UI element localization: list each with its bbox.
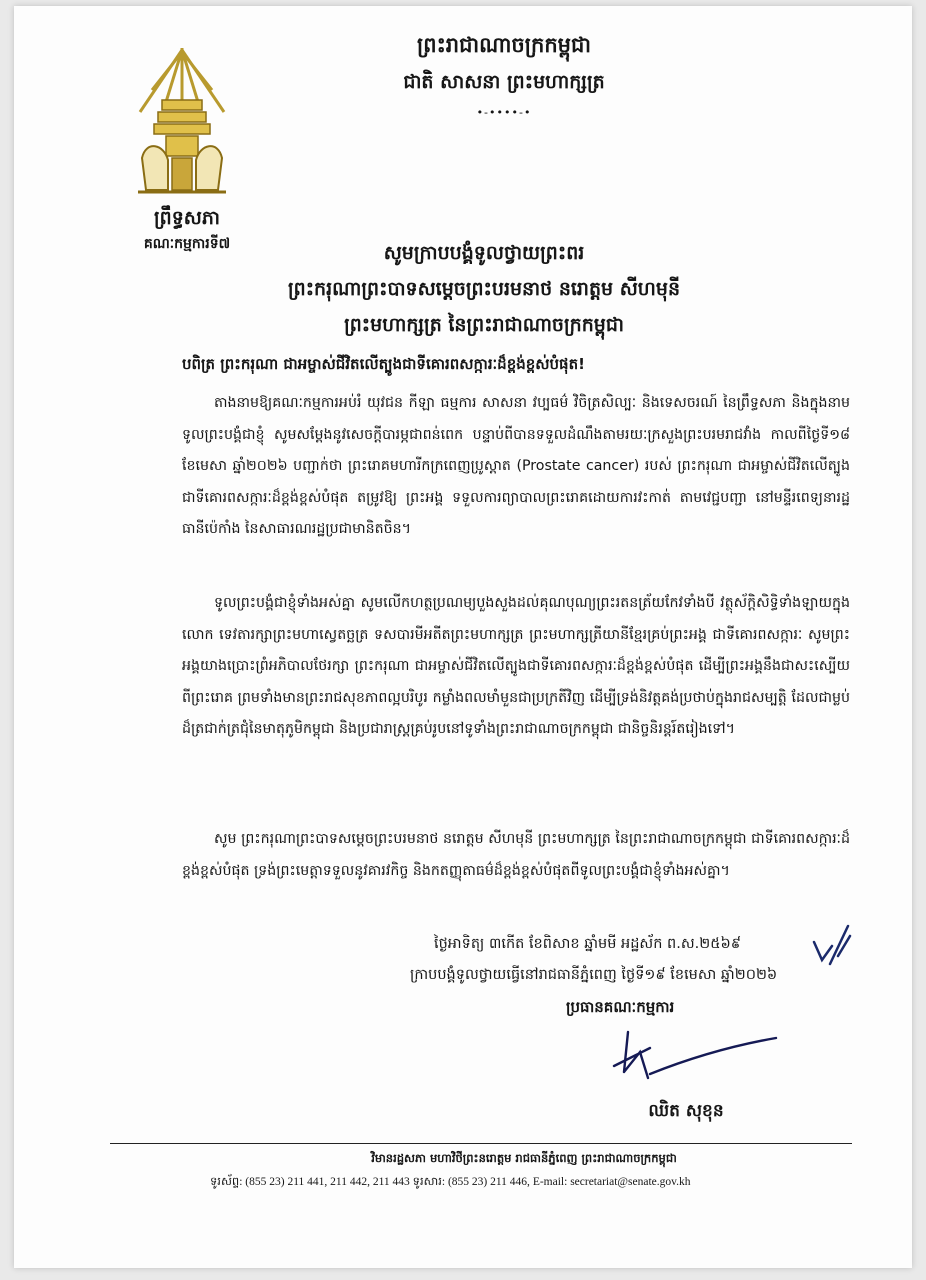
letter-page [14, 6, 912, 1268]
signer-name: ឈិត សុខុន [648, 1101, 724, 1121]
fax-number: (855 23) 211 446, [447, 1176, 530, 1188]
body-paragraph-3: សូម ព្រះករុណាព្រះបាទសម្តេចព្រះបរមនាថ នរោត្តម សីហមុនី ព្រះមហាក្សត្រ នៃព្រះរាជាណាចក្រកម្ពុជា ជាទីគោរពសក្ការៈដ៏ខ្ពង់ខ្ពស់បំផុត ទ្រង់ព្រះមេត្តាទទួលនូវគារវកិច្ច និងកតញ្ញុតាធម៌ដ៏ខ្ពង់ខ្ពស់បំផុតពីទូលព្រះបង្គំជាខ្ញុំទាំងអស់គ្នា។ [182, 831, 850, 879]
subject-line-1: សូមក្រាបបង្គំទូលថ្វាយព្រះពរ [383, 242, 585, 264]
royal-emblem-icon [132, 40, 232, 198]
institution-name: ព្រឹទ្ធសភា [154, 207, 220, 229]
handwritten-initial-icon [808, 920, 854, 976]
national-motto: ជាតិ សាសនា ព្រះមហាក្សត្រ [403, 71, 605, 93]
body-paragraph-2: ទូលព្រះបង្គំជាខ្ញុំទាំងអស់គ្នា សូមលើកហត្ថប្រណម្យបួងសួងដល់គុណបុណ្យព្រះរតនត្រ័យកែវទាំងបី វត្ថុស័ក្តិសិទ្ធិទាំងឡាយក្នុងលោក ទេវតារក្សាព្រះមហាស្វេតច្ឆត្រ ទសបារមីអតីតព្រះមហាក្សត្រ ព្រះមហាក្សត្រីយានីខ្មែរគ្រប់ព្រះអង្គ ជាទីគោរពសក្ការៈ សូមព្រះអង្គយាងប្រោះព្រំអភិបាលថែរក្សា ព្រះករុណា ជាអម្ចាស់ជីវិតលើត្បូងជាទីគោរពសក្ការៈដ៏ខ្ពង់ខ្ពស់បំផុត ដើម្បីព្រះអង្គនឹងជាសះស្បើយពីព្រះរោគ ព្រមទាំងមានព្រះរាជសុខភាពល្អបរិបូរ កម្លាំងពលមាំមួនជាប្រក្រតីវិញ ដើម្បីទ្រង់និវត្តគង់ប្រថាប់ក្នុងរាជសម្បត្តិ ដែលជាម្លប់ដ៏ត្រជាក់ត្រជុំនៃមាតុភូមិកម្ពុជា និងប្រជារាស្ត្រគ្រប់រូបនៅទូទាំងព្រះរាជាណាចក្រកម្ពុជា ជានិច្ចនិរន្តរ៍តរៀងទៅ។ [182, 595, 850, 737]
email-label: E-mail: [532, 1176, 568, 1188]
footer-divider [110, 1143, 852, 1144]
place-and-date: ក្រាបបង្គំទូលថ្វាយធ្វើនៅរាជធានីភ្នំពេញ ថ្ងៃទី១៩ ខែមេសា ឆ្នាំ២០២៦ [410, 967, 778, 983]
body-paragraph-1: តាងនាមឱ្យគណៈកម្មការអប់រំ យុវជន កីឡា ធម្មការ សាសនា វប្បធម៌ វិចិត្រសិល្បៈ និងទេសចរណ៍ នៃព្រឹទ្ធសភា និងក្នុងនាមទូលព្រះបង្គំជាខ្ញុំ សូមសម្តែងនូវសេចក្តីបារម្ភជាពន់ពេក បន្ទាប់ពីបានទទួលដំណឹងតាមរយៈក្រសួងព្រះបរមរាជវាំង កាលពីថ្ងៃទី១៨ ខែមេសា ឆ្នាំ២០២៦ បញ្ជាក់ថា ព្រះរោគមហារីកក្រពេញប្រូស្តាត (Prostate cancer) របស់ ព្រះករុណា ជាអម្ចាស់ជីវិតលើត្បូង ជាទីគោរពសក្ការៈដ៏ខ្ពង់ខ្ពស់បំផុត តម្រូវឱ្យ ព្រះអង្គ ទទួលការព្យាបាលព្រះរោគដោយការវះកាត់ តាមវេជ្ជបញ្ជា នៅមន្ទីរពេទ្យនារដ្ឋធានីប៉េកាំង នៃសាធារណរដ្ឋប្រជាមានិតចិន។ [182, 395, 850, 537]
subject-line-2: ព្រះករុណាព្រះបាទសម្តេចព្រះបរមនាថ នរោត្តម សីហមុនី [287, 278, 681, 300]
lunar-date: ថ្ងៃអាទិត្យ ៣កើត ខែពិសាខ ឆ្នាំមមី អដ្ឋស័ក ព.ស.២៥៦៩ [434, 936, 742, 952]
phone-numbers: (855 23) 211 441, 211 442, 211 443 [245, 1176, 410, 1188]
phone-label: ទូរស័ព្ទ: [210, 1176, 243, 1188]
subject-line-3: ព្រះមហាក្សត្រ នៃព្រះរាជាណាចក្រកម្ពុជា [344, 314, 624, 336]
footer-contact [210, 1174, 850, 1191]
commission-name: គណៈកម្មការទី៧ [143, 236, 231, 252]
header-ornament: •-••••-• [476, 106, 532, 119]
kingdom-heading: ព្រះរាជាណាចក្រកម្ពុជា [416, 33, 591, 57]
email-link[interactable]: secretariat@senate.gov.kh [570, 1176, 691, 1188]
signer-title: ប្រធានគណៈកម្មការ [566, 998, 675, 1016]
salutation: បពិត្រ ព្រះករុណា ជាអម្ចាស់ជីវិតលើត្បូងជាទីគោរពសក្ការៈដ៏ខ្ពង់ខ្ពស់បំផុត! [182, 355, 585, 373]
handwritten-signature-icon [610, 1028, 780, 1090]
fax-label: ទូរសារ: [412, 1176, 446, 1188]
footer-address: វិមានរដ្ឋសភា មហាវិថីព្រះនរោត្តម រាជធានីភ្នំពេញ ព្រះរាជាណាចក្រកម្ពុជា [371, 1151, 677, 1165]
